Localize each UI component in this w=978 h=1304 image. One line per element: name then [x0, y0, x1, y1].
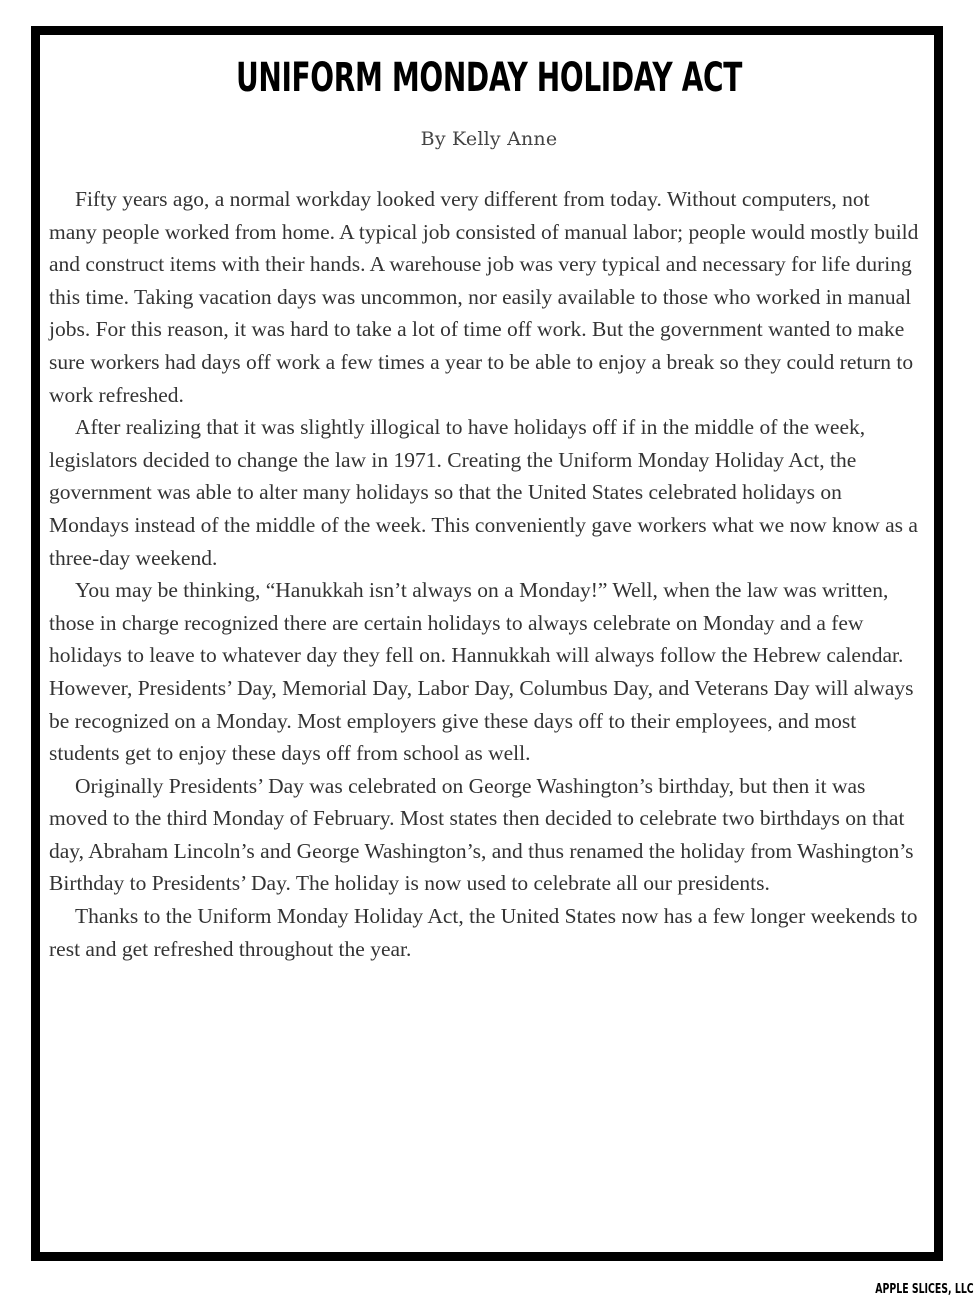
document-title: UNIFORM MONDAY HOLIDAY ACT	[235, 55, 743, 101]
paragraph: You may be thinking, “Hanukkah isn’t always on a Monday!” Well, when the law was written, those in charge recognized there are certain holidays to always celebrate on Monday and a few holidays to leave to whatever day they fell on. Hannukkah will always follow the Hebrew calendar. However, Presidents’ Day, Memorial Day, Labor Day, Columbus Day, and Veterans Day will always be recognized on a Monday. Most employers give these days off to their employees, and most students get to enjoy these days off from school as well.	[49, 578, 914, 766]
paragraph: After realizing that it was slightly illogical to have holidays off if in the middle of the week, legislators decided to change the law in 1971. Creating the Uniform Monday Holiday Act, the government was able to alter many holidays so that the United States celebrated holidays on Mondays instead of the middle of the week. This conveniently gave workers what we now know as a three-day weekend.	[49, 415, 918, 570]
paragraph: Fifty years ago, a normal workday looked very different from today. Without computers, not many people worked from home. A typical job consisted of manual labor; people would mostly build and construct items with their hands. A warehouse job was very typical and necessary for life during this time. Taking vacation days was uncommon, nor easily available to those who worked in manual jobs. For this reason, it was hard to take a lot of time off work. But the government wanted to make sure workers had days off work a few times a year to be able to enjoy a break so they could return to work refreshed.	[49, 187, 919, 407]
paragraph: Originally Presidents’ Day was celebrated on George Washington’s birthday, but then it was moved to the third Monday of February. Most states then decided to celebrate two birthdays on that day, Abraham Lincoln’s and George Washington’s, and thus renamed the holiday from Washington’s Birthday to Presidents’ Day. The holiday is now used to celebrate all our presidents.	[49, 773, 914, 896]
paragraph: Thanks to the Uniform Monday Holiday Act, the United States now has a few longer weekends to rest and get refreshed throughout the year.	[49, 904, 918, 961]
article-body	[49, 183, 921, 965]
publisher-credit: APPLE SLICES, LLC	[875, 1282, 974, 1297]
author-byline: By Kelly Anne	[420, 128, 558, 150]
